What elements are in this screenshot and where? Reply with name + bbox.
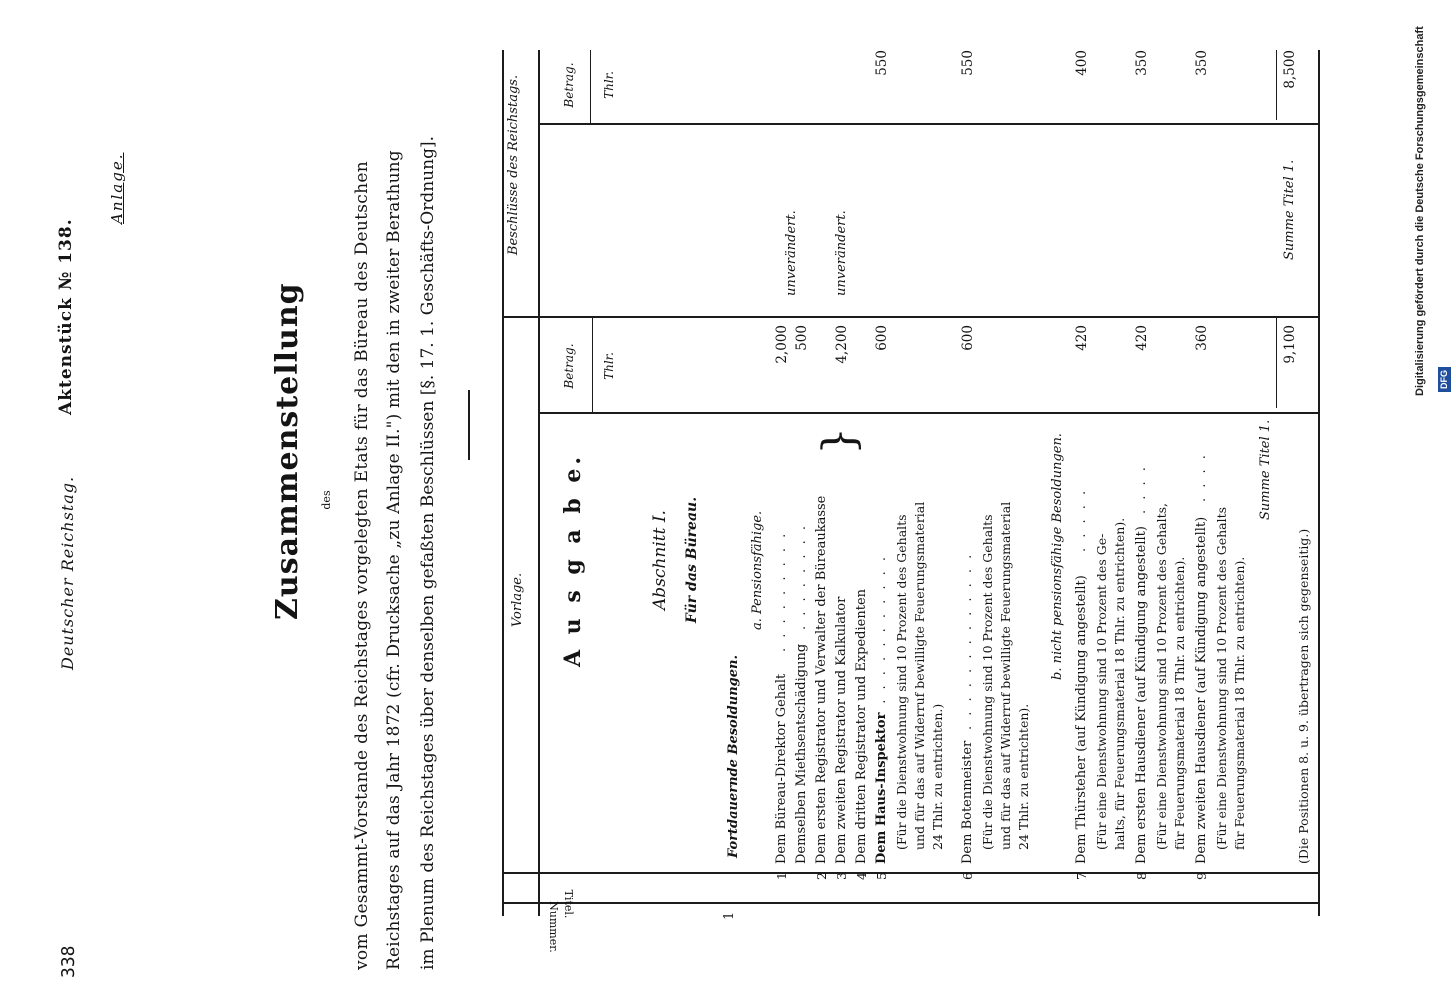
row-8-leader: . . . . bbox=[1134, 464, 1149, 514]
row-4-text: Dem dritten Registrator und Expedienten bbox=[854, 588, 869, 864]
summe-rule-vorlage bbox=[1276, 318, 1277, 408]
abschnitt-heading: Abschnitt I. bbox=[650, 510, 670, 610]
col-header-thlr-beschluss: Thlr. bbox=[602, 71, 616, 99]
summe-label: Summe Titel 1. bbox=[1258, 419, 1273, 520]
row-6-amount-beschluss: 550 bbox=[960, 50, 976, 76]
credit-strip bbox=[1408, 0, 1449, 1000]
title-rule bbox=[468, 390, 470, 460]
brace-rows-2-4: } bbox=[814, 427, 865, 455]
row-6-leader: . . . . . . . . . . . . . bbox=[960, 551, 975, 730]
summe-rule-beschluss bbox=[1276, 50, 1277, 120]
row-5-text: Dem Haus-Inspektor bbox=[874, 712, 889, 864]
row-8-number: 8 bbox=[1134, 872, 1149, 880]
row-9-note-a: (Für eine Dienstwohnung sind 10 Prozent des Gehalts bbox=[1214, 506, 1229, 850]
publication-name: Deutscher Reichstag. bbox=[58, 475, 77, 670]
credit-text-wrap bbox=[1408, 0, 1449, 1000]
row-8-text: Dem ersten Hausdiener (auf Kündigung angestellt) bbox=[1134, 526, 1149, 864]
row-6-note-b: und für das auf Widerruf bewilligte Feuerungsmaterial bbox=[998, 501, 1013, 850]
row-8-amount-beschluss: 350 bbox=[1134, 50, 1150, 76]
title-article: des bbox=[320, 490, 333, 510]
summe-beschluss: 8,500 bbox=[1282, 50, 1298, 89]
vorlage-thlr-rule bbox=[592, 318, 593, 414]
abschnitt-subheading: Für das Büreau. bbox=[684, 496, 700, 624]
page-title: Zusammenstellung bbox=[270, 282, 305, 620]
beschluss-thlr-rule bbox=[590, 50, 591, 125]
row-6-note-c: 24 Thlr. zu entrichten). bbox=[1016, 703, 1031, 850]
title-line-1: vom Gesammt-Vorstande des Reichstages vorgelegten Etats für das Büreau des Deutschen bbox=[352, 161, 372, 970]
title-line-2: Reichstages auf das Jahr 1872 (cfr. Drucksache „zu Anlage II.") mit den in zweiter Berathung bbox=[384, 150, 404, 970]
row-7-text: Dem Thürsteher (auf Kündigung angestellt) bbox=[1074, 575, 1089, 864]
row-8-amount: 420 bbox=[1134, 325, 1150, 351]
category-heading: Fortdauernde Besoldungen. bbox=[726, 655, 741, 858]
section-title: A u s g a b e. bbox=[560, 452, 586, 668]
row-5-amount-beschluss: 550 bbox=[874, 50, 890, 76]
carryover-note: (Die Positionen 8. u. 9. übertragen sich gegenseitig.) bbox=[1296, 528, 1311, 864]
row-3-amount: 4,200 bbox=[834, 325, 850, 364]
row-5-amount: 600 bbox=[874, 325, 890, 351]
row-9-number: 9 bbox=[1194, 872, 1209, 880]
row-6-number: 6 bbox=[960, 872, 975, 880]
row-1b-amount: 500 bbox=[794, 325, 810, 351]
titel-number: 1 bbox=[722, 911, 737, 920]
annex-label: Anlage. bbox=[108, 152, 126, 224]
col-header-betrag-beschluss: Betrag. bbox=[562, 62, 576, 108]
sub-heading-b: b. nicht pensionsfähige Besoldungen. bbox=[1050, 433, 1065, 680]
row-5-note-c: 24 Thlr. zu entrichten.) bbox=[930, 703, 945, 850]
row-7-number: 7 bbox=[1074, 872, 1089, 880]
col-header-nummer: Nummer. bbox=[547, 901, 560, 953]
row-6-note-a: (Für die Dienstwohnung sind 10 Prozent des Gehalts bbox=[980, 514, 995, 850]
document-label: Aktenstück № 138. bbox=[56, 218, 76, 415]
summe-vorlage: 9,100 bbox=[1282, 325, 1298, 364]
table-top-rule bbox=[502, 50, 504, 916]
vorlage-beschluss-divider bbox=[502, 316, 1318, 318]
row-2-number: 2 bbox=[814, 872, 829, 880]
row-8-note-b: für Feuerungsmaterial 18 Thlr. zu entrichten). bbox=[1172, 556, 1187, 850]
row-5-note-a: (Für die Dienstwohnung sind 10 Prozent des Gehalts bbox=[894, 514, 909, 850]
row-6-text: Dem Botenmeister bbox=[960, 740, 975, 864]
dfg-badge: DFG bbox=[1438, 367, 1451, 392]
col-header-beschluesse: Beschlüsse des Reichstags. bbox=[506, 74, 521, 256]
page-number: 338 bbox=[58, 945, 79, 978]
col-header-thlr-vorlage: Thlr. bbox=[602, 352, 616, 380]
credit-text: Digitalisierung gefördert durch die Deutsche Forschungsgemeinschaft bbox=[1414, 26, 1426, 396]
row-1-number: 1 bbox=[774, 872, 789, 880]
row-1-beschluss: unverändert. bbox=[784, 210, 799, 296]
row-3-text: Dem zweiten Registrator und Kalkulator bbox=[834, 596, 849, 864]
title-line-3: im Plenum des Reichstages über denselben gefaßten Beschlüssen [§. 17. 1. Geschäfts-Ordnung]. bbox=[418, 136, 438, 970]
row-1-text: Dem Büreau-Direktor Gehalt bbox=[774, 673, 789, 864]
row-5-note-b: und für das auf Widerruf bewilligte Feuerungsmaterial bbox=[912, 501, 927, 850]
summe-beschluss-label: Summe Titel 1. bbox=[1282, 159, 1297, 260]
row-1b-text: Demselben Miethsentschädigung bbox=[794, 643, 809, 864]
row-3-beschluss: unverändert. bbox=[834, 210, 849, 296]
row-5-leader: . . . . . . . . . . . . bbox=[874, 553, 889, 718]
col-header-vorlage: Vorlage. bbox=[510, 572, 525, 628]
col-header-titel: Titel. bbox=[562, 889, 575, 919]
col-header-betrag-vorlage: Betrag. bbox=[562, 343, 576, 389]
row-7-note-a: (Für eine Dienstwohnung sind 10 Prozent des Ge- bbox=[1094, 533, 1109, 850]
row-7-leader: . . . . . bbox=[1074, 487, 1089, 552]
row-7-amount-beschluss: 400 bbox=[1074, 50, 1090, 76]
row-9-amount-beschluss: 350 bbox=[1194, 50, 1210, 76]
table-bottom-rule bbox=[1318, 50, 1320, 916]
row-7-amount: 420 bbox=[1074, 325, 1090, 351]
row-1-amount: 2,000 bbox=[774, 325, 790, 364]
sub-heading-a: a. Pensionsfähige. bbox=[750, 510, 765, 630]
row-9-note-b: für Feuerungsmaterial 18 Thlr. zu entrichten). bbox=[1232, 556, 1247, 850]
table-header-rule bbox=[538, 50, 540, 916]
row-5-number: 5 bbox=[874, 872, 889, 880]
row-3-number: 3 bbox=[834, 872, 849, 880]
row-1b-leader: . . . . . . . . bbox=[794, 523, 809, 630]
row-8-note-a: (Für eine Dienstwohnung sind 10 Prozent des Gehalts, bbox=[1154, 502, 1169, 850]
row-2-text: Dem ersten Registrator und Verwalter der Büreaukasse bbox=[814, 495, 829, 864]
row-7-note-b: halts, für Feuerungsmaterial 18 Thlr. zu entrichten). bbox=[1112, 517, 1127, 850]
titel-column-rule bbox=[502, 902, 1318, 904]
row-4-number: 4 bbox=[854, 872, 869, 880]
row-9-amount: 360 bbox=[1194, 325, 1210, 351]
row-9-leader: . . . . bbox=[1194, 452, 1209, 502]
row-9-text: Dem zweiten Hausdiener (auf Kündigung angestellt) bbox=[1194, 516, 1209, 864]
row-1-leader: . . . . . . . . . bbox=[774, 530, 789, 652]
row-6-amount: 600 bbox=[960, 325, 976, 351]
